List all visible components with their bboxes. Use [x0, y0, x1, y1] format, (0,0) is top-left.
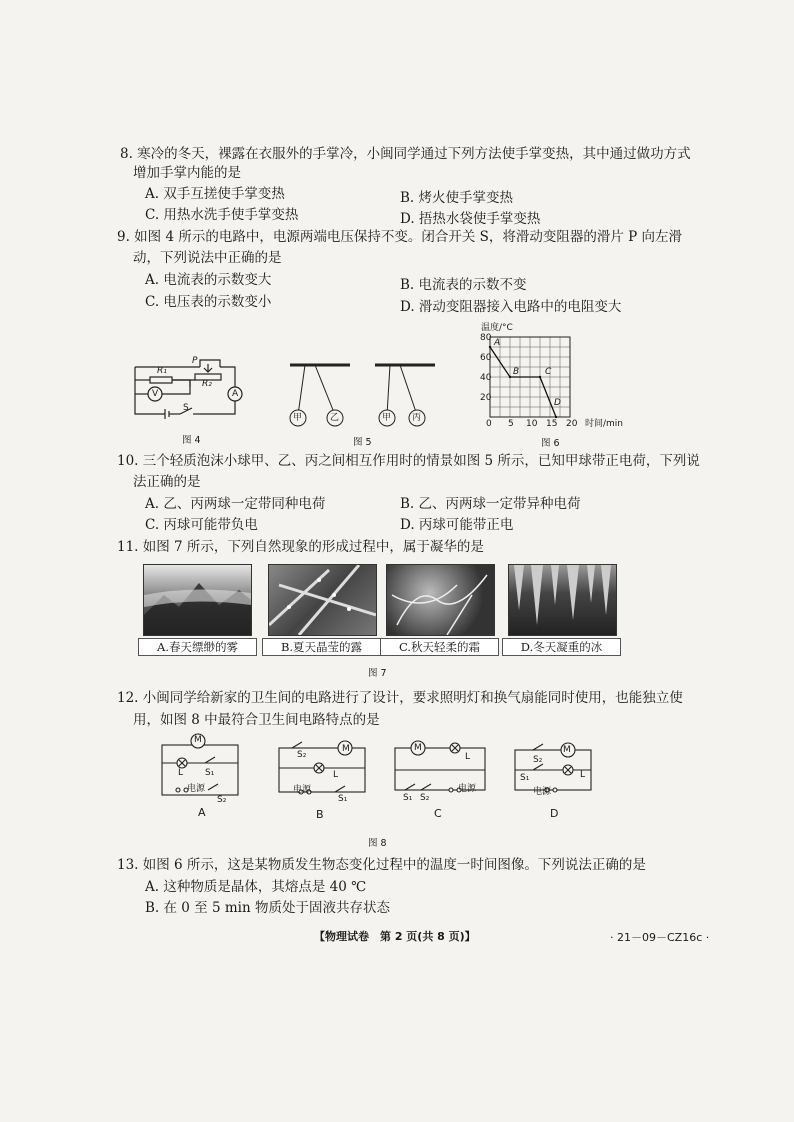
fig6-point-c: C [545, 367, 552, 377]
fig6-xtick-5: 5 [508, 419, 514, 429]
q10-option-b: B. 乙、丙两球一定带异种电荷 [400, 496, 581, 512]
q10-stem-line1: 10. 三个轻质泡沫小球甲、乙、丙之间相互作用时的情景如图 5 所示，已知甲球带正电荷，下列说 [117, 453, 700, 469]
q11-option-b: B.夏天晶莹的露 [262, 638, 381, 656]
q10-option-c: C. 丙球可能带负电 [145, 517, 258, 533]
circuit-a-label: A [198, 806, 206, 819]
q8-option-d: D. 捂热水袋使手掌变热 [400, 211, 541, 227]
circuit-d-s1: S₁ [520, 773, 530, 783]
q10-option-d: D. 丙球可能带正电 [400, 517, 514, 533]
fig4-switch-label: S [183, 403, 189, 413]
fig6-xtick-15: 15 [546, 419, 558, 429]
circuit-a-lamp: L [178, 768, 184, 778]
fig6-xtick-10: 10 [526, 419, 538, 429]
footer-code: · 21－09－CZ16c · [610, 931, 710, 944]
fig5-ball-bing: 丙 [412, 413, 422, 423]
circuit-d [513, 740, 593, 798]
fig6-ytick-80: 80 [480, 333, 492, 343]
fig4-ammeter-label: A [232, 389, 239, 399]
fig6-ytick-40: 40 [480, 373, 492, 383]
circuit-d-motor: M [563, 745, 571, 755]
q11-option-c: C.秋天轻柔的霜 [380, 638, 499, 656]
circuit-c-s1: S₁ [403, 793, 413, 803]
fig6-xtick-0: 0 [486, 419, 492, 429]
photo-autumn-frost [386, 564, 495, 636]
q9-option-b: B. 电流表的示数不变 [400, 277, 527, 293]
circuit-d-lamp: L [580, 770, 586, 780]
q11-option-d: D.冬天凝重的冰 [502, 638, 621, 656]
q8-stem-line1: 8. 寒冷的冬天，裸露在衣服外的手掌冷，小闽同学通过下列方法使手掌变热，其中通过做功方式 [120, 146, 691, 162]
photo-summer-dew [268, 564, 377, 636]
circuit-a-s2: S₂ [217, 795, 227, 805]
fig6-xlabel: 时间/min [585, 419, 624, 429]
circuit-c-lamp: L [465, 752, 471, 762]
circuit-d-source: 电源 [533, 787, 552, 797]
footer-page-info: 【物理试卷 第 2 页(共 8 页)】 [314, 930, 476, 943]
photo-winter-ice [508, 564, 617, 636]
q13-option-b: B. 在 0 至 5 min 物质处于固液共存状态 [145, 900, 390, 916]
circuit-d-s2: S₂ [533, 755, 543, 765]
fig4-p-label: P [192, 356, 198, 366]
q8-stem-line2: 增加手掌内能的是 [133, 165, 241, 181]
q10-option-a: A. 乙、丙两球一定带同种电荷 [145, 496, 326, 512]
fig8-caption: 图 8 [368, 838, 387, 849]
q11-option-a: A.春天缥缈的雾 [138, 638, 257, 656]
fig6-ytick-20: 20 [480, 393, 492, 403]
fig6-point-d: D [554, 398, 561, 408]
circuit-a-source: 电源 [187, 784, 206, 794]
fig5-ball-yi: 乙 [330, 413, 340, 423]
circuit-b-source: 电源 [293, 785, 312, 795]
q9-option-d: D. 滑动变阻器接入电路中的电阻变大 [400, 299, 622, 315]
fig4-voltmeter-label: V [152, 389, 159, 399]
circuit-b-lamp: L [333, 770, 339, 780]
circuit-b-s1: S₁ [338, 794, 348, 804]
q10-stem-line2: 法正确的是 [133, 474, 201, 490]
q9-stem-line2: 动，下列说法中正确的是 [133, 250, 282, 266]
fig6-point-marker-C [539, 376, 541, 378]
fig6-point-marker-B [509, 376, 511, 378]
q12-stem-line1: 12. 小闽同学给新家的卫生间的电路进行了设计，要求照明灯和换气扇能同时使用，也能独立使 [117, 690, 683, 706]
fig4-caption: 图 4 [182, 435, 201, 446]
fig6-point-marker-D [555, 416, 557, 418]
q8-option-c: C. 用热水洗手使手掌变热 [145, 207, 299, 223]
circuit-b [277, 738, 367, 798]
fig6-ylabel: 温度/°C [481, 323, 513, 333]
q12-stem-line2: 用，如图 8 中最符合卫生间电路特点的是 [133, 712, 380, 728]
fig6-point-marker-A [489, 346, 491, 348]
q9-stem-line1: 9. 如图 4 所示的电路中，电源两端电压保持不变。闭合开关 S，将滑动变阻器的滑片 P 向左滑 [117, 229, 683, 245]
fig6-caption: 图 6 [541, 438, 560, 449]
q8-option-b: B. 烤火使手掌变热 [400, 190, 514, 206]
photo-spring-fog [143, 564, 252, 636]
q11-stem: 11. 如图 7 所示，下列自然现象的形成过程中，属于凝华的是 [117, 539, 484, 555]
q13-stem: 13. 如图 6 所示，这是某物质发生物态变化过程中的温度一时间图像。下列说法正确的是 [117, 857, 646, 873]
q9-option-a: A. 电流表的示数变大 [145, 272, 272, 288]
fig5-ball-jia-1: 甲 [293, 413, 303, 423]
circuit-b-motor: M [342, 744, 350, 754]
q13-option-a: A. 这种物质是晶体，其熔点是 40 ℃ [145, 879, 367, 895]
fig6-ytick-60: 60 [480, 353, 492, 363]
circuit-a-motor: M [194, 735, 202, 745]
fig6-point-b: B [513, 367, 520, 377]
circuit-b-s2: S₂ [297, 750, 307, 760]
circuit-b-label: B [316, 808, 324, 821]
circuit-d-label: D [550, 807, 559, 820]
fig4-r2-label: R₂ [202, 379, 212, 389]
fig6-xtick-20: 20 [566, 419, 578, 429]
fig7-caption: 图 7 [368, 668, 387, 679]
q9-option-c: C. 电压表的示数变小 [145, 294, 272, 310]
fig6-point-a: A [494, 338, 501, 348]
q8-option-a: A. 双手互搓使手掌变热 [145, 186, 285, 202]
circuit-c-source: 电源 [458, 784, 477, 794]
fig4-r1-label: R₁ [157, 366, 167, 376]
fig5-caption: 图 5 [353, 437, 372, 448]
circuit-c-motor: M [414, 743, 422, 753]
circuit-c-s2: S₂ [420, 793, 430, 803]
circuit-c-label: C [434, 807, 442, 820]
fig5-ball-jia-2: 甲 [382, 413, 392, 423]
circuit-a-s1: S₁ [205, 768, 215, 778]
